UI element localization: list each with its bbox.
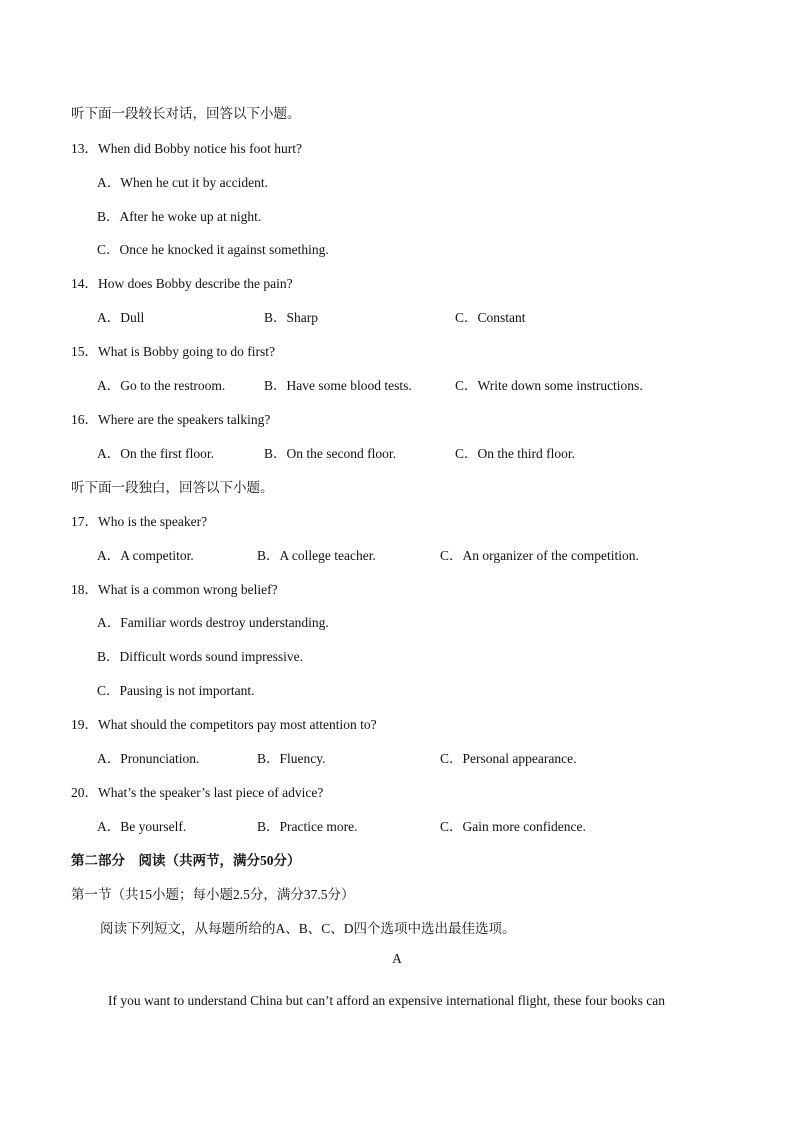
q14-option-c: C．Constant — [455, 310, 526, 325]
q13-option-c: C．Once he knocked it against something. — [97, 242, 329, 257]
q13-option-b: B．After he woke up at night. — [97, 209, 262, 224]
question-14: 14．How does Bobby describe the pain? — [71, 276, 293, 291]
question-18: 18．What is a common wrong belief? — [71, 582, 278, 597]
q20-option-b: B．Practice more. — [257, 819, 358, 834]
question-13: 13．When did Bobby notice his foot hurt? — [71, 141, 302, 156]
q20-option-a: A．Be yourself. — [97, 819, 187, 834]
q19-option-b: B．Fluency. — [257, 751, 326, 766]
section-intro-monologue: 听下面一段独白，回答以下小题。 — [71, 480, 274, 495]
q20-option-c: C．Gain more confidence. — [440, 819, 586, 834]
question-20: 20．What’s the speaker’s last piece of advice? — [71, 785, 324, 800]
q19-option-c: C．Personal appearance. — [440, 751, 577, 766]
passage-label: A — [392, 951, 402, 966]
q17-option-a: A．A competitor. — [97, 548, 194, 563]
q19-option-a: A．Pronunciation. — [97, 751, 200, 766]
question-16: 16．Where are the speakers talking? — [71, 412, 271, 427]
section-one-heading: 第一节（共15小题；每小题2.5分，满分37.5分） — [71, 887, 355, 902]
q13-option-a: A．When he cut it by accident. — [97, 175, 268, 190]
q17-option-c: C．An organizer of the competition. — [440, 548, 639, 563]
q15-option-b: B．Have some blood tests. — [264, 378, 412, 393]
reading-instruction: 阅读下列短文，从每题所给的A、B、C、D四个选项中选出最佳选项。 — [100, 921, 516, 936]
q15-option-a: A．Go to the restroom. — [97, 378, 226, 393]
q17-option-b: B．A college teacher. — [257, 548, 376, 563]
q15-option-c: C．Write down some instructions. — [455, 378, 643, 393]
part-two-heading: 第二部分 阅读（共两节，满分50分） — [71, 853, 301, 868]
q18-option-c: C．Pausing is not important. — [97, 683, 255, 698]
q16-option-a: A．On the first floor. — [97, 446, 214, 461]
question-19: 19．What should the competitors pay most attention to? — [71, 717, 377, 732]
q16-option-c: C．On the third floor. — [455, 446, 575, 461]
q18-option-a: A．Familiar words destroy understanding. — [97, 615, 329, 630]
q16-option-b: B．On the second floor. — [264, 446, 396, 461]
q14-option-b: B．Sharp — [264, 310, 318, 325]
question-17: 17．Who is the speaker? — [71, 514, 208, 529]
question-15: 15．What is Bobby going to do first? — [71, 344, 275, 359]
passage-text: If you want to understand China but can’t afford an expensive international flight, these four books can — [108, 993, 665, 1008]
section-intro-dialogue: 听下面一段较长对话，回答以下小题。 — [71, 106, 301, 121]
q14-option-a: A．Dull — [97, 310, 145, 325]
q18-option-b: B．Difficult words sound impressive. — [97, 649, 303, 664]
